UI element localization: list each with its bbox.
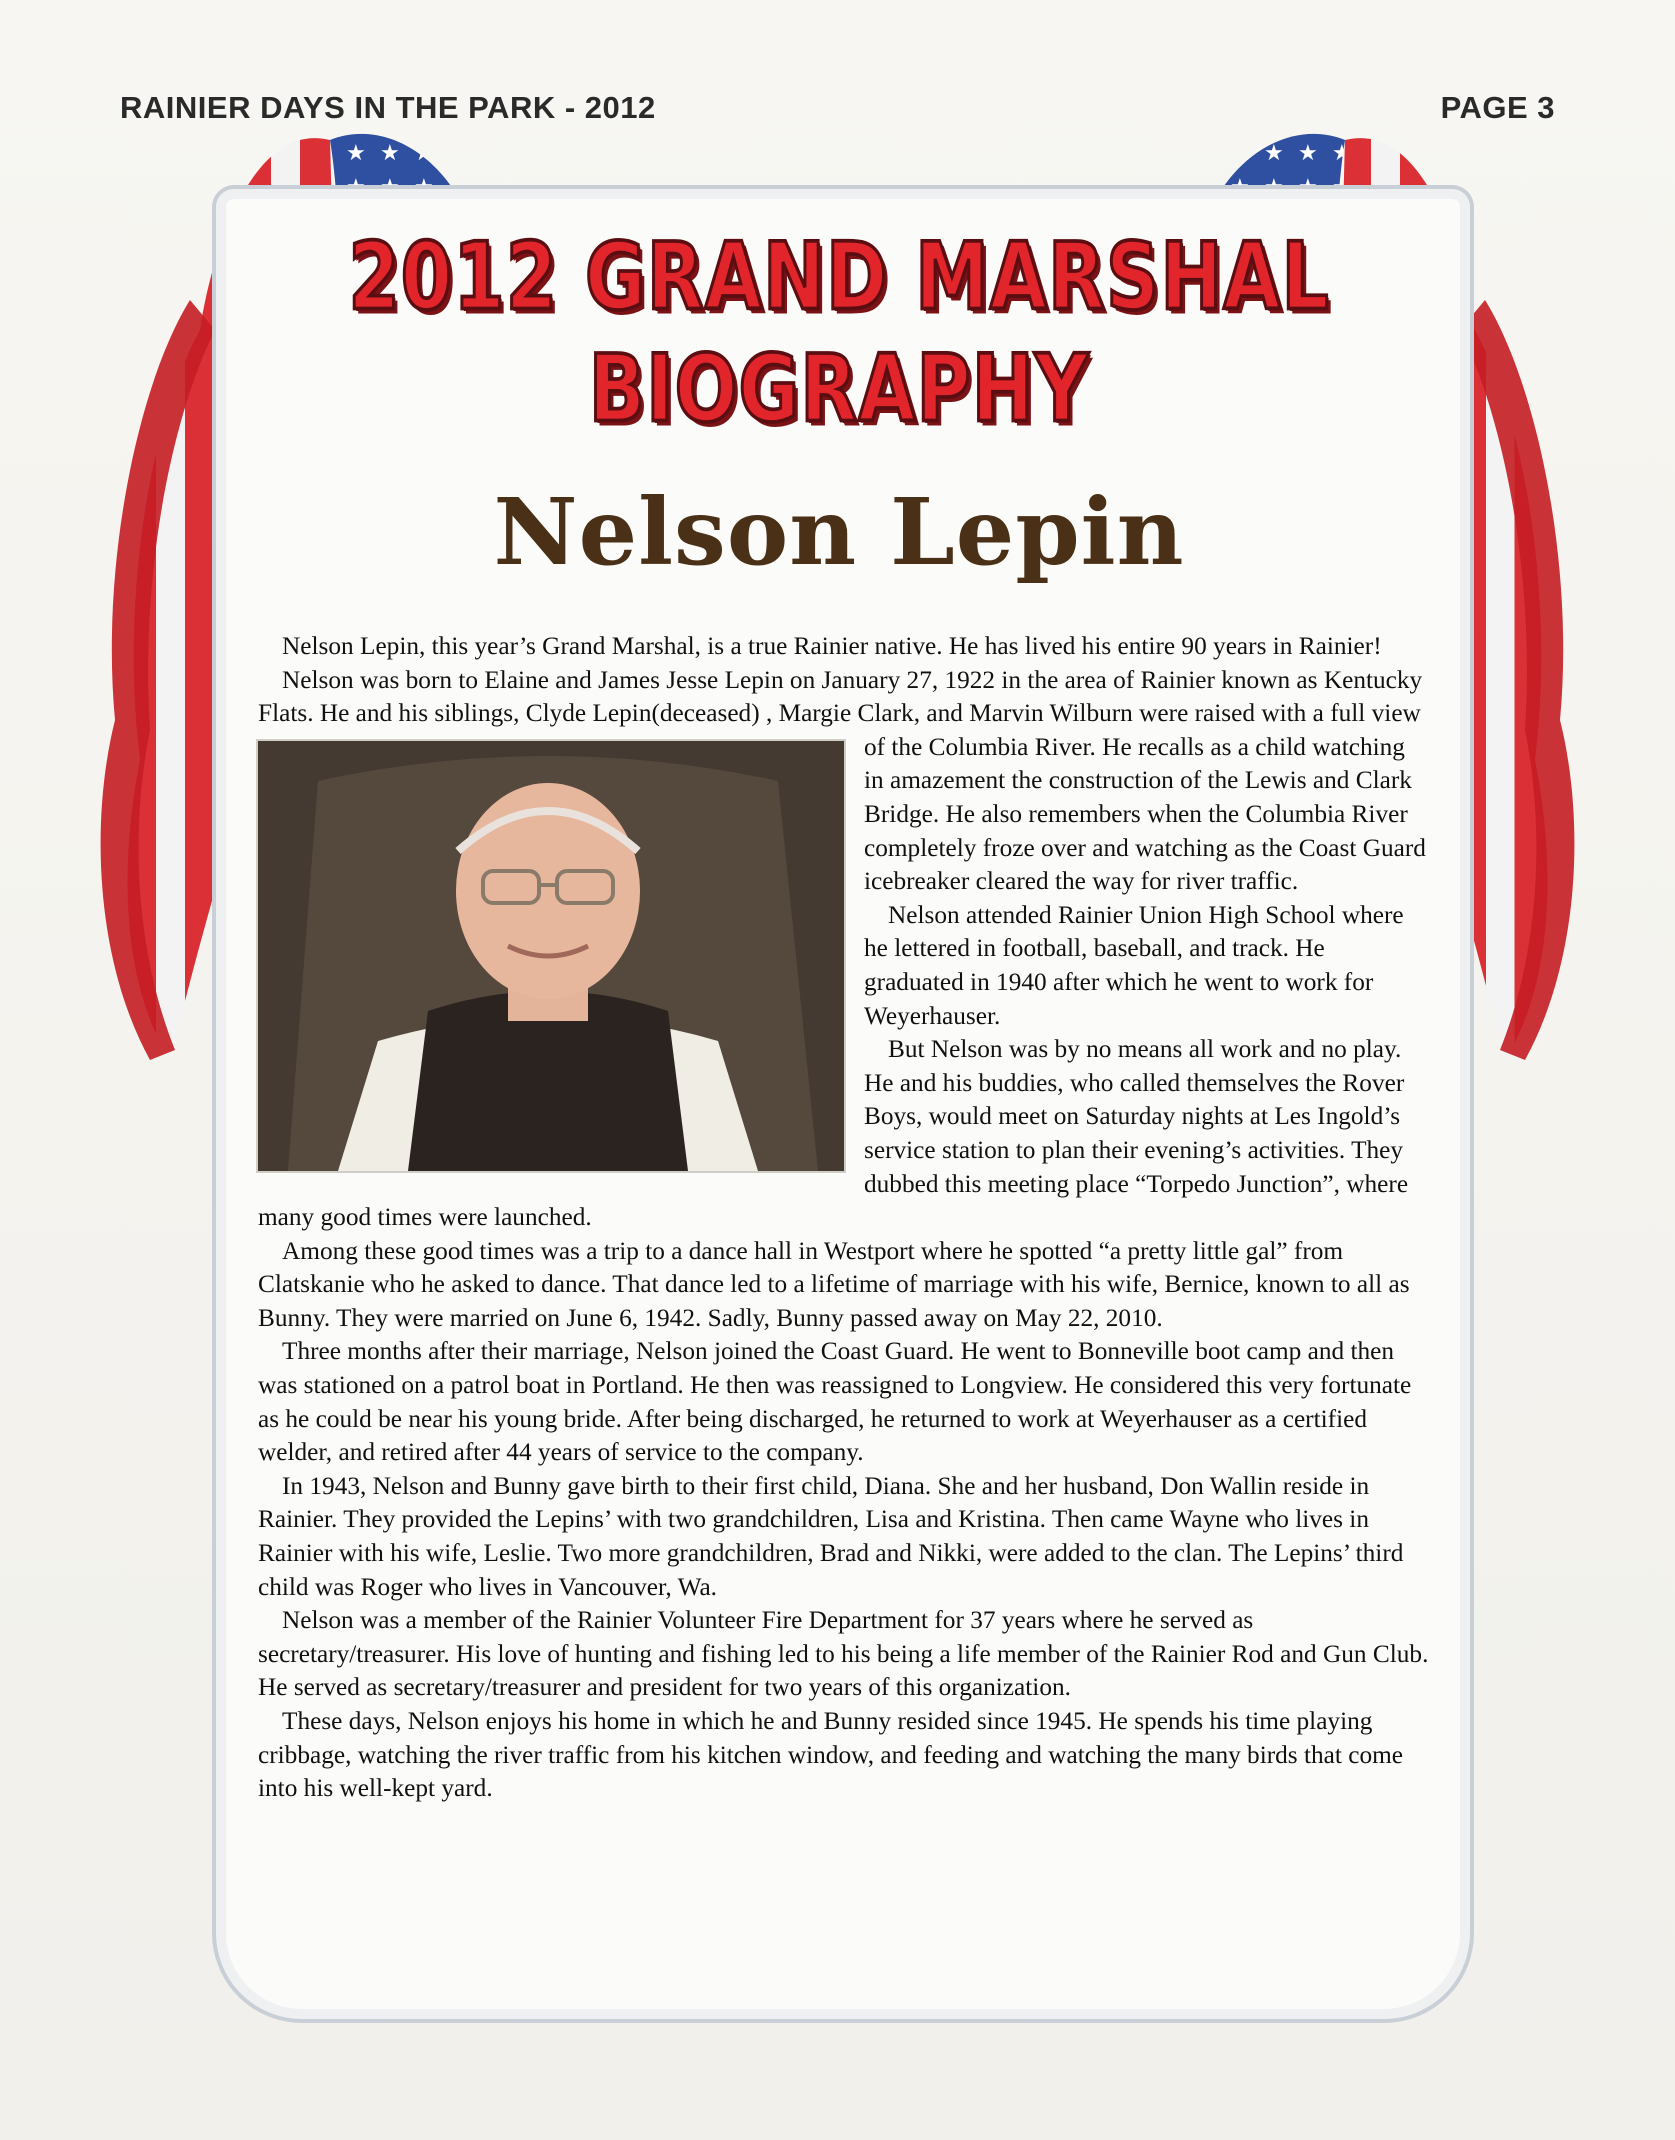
paragraph-1: Nelson Lepin, this year’s Grand Marshal, is a true Rainier native. He has lived his entire 90 years in Rainier!	[282, 632, 1382, 660]
biography-text	[258, 630, 1430, 1806]
honoree-name: Nelson Lepin	[493, 478, 1185, 586]
headline-line-1: 2012 GRAND MARSHAL	[348, 223, 1330, 331]
portrait-photo	[258, 741, 844, 1171]
publication-header: RAINIER DAYS IN THE PARK - 2012	[120, 90, 656, 125]
paragraph-9: These days, Nelson enjoys his home in which he and Bunny resided since 1945. He spends his time playing cribbage, watching the river traffic from his kitchen window, and feeding and watching the many birds that come into his well-kept yard.	[258, 1707, 1404, 1803]
paragraph-4: But Nelson was by no means all work and no play. He and his buddies, who called themselves the Rover Boys, would meet on Saturday nights at Les Ingold’s service station to plan their evening’s activities. They dubbed this meeting place “Torpedo Junction”, where many good times were launched.	[258, 1035, 1409, 1232]
paragraph-6: Three months after their marriage, Nelson joined the Coast Guard. He went to Bonneville boot camp and then was stationed on a patrol boat in Portland. He then was reassigned to Longview. He considered this very fortunate as he could be near his young bride. After being discharged, he returned to work at Weyerhauser as a certified welder, and retired after 44 years of service to the company.	[258, 1337, 1412, 1467]
paragraph-7: In 1943, Nelson and Bunny gave birth to their first child, Diana. She and her husband, Don Wallin reside in Rainier. They provided the Lepins’ with two grandchildren, Lisa and Kristina. Then came Wayne who lives in Rainier with his wife, Leslie. Two more grandchildren, Brad and Nikki, were added to the clan. The Lepins’ third child was Roger who lives in Vancouver, Wa.	[258, 1471, 1404, 1601]
page-number: PAGE 3	[1440, 90, 1555, 125]
paragraph-5: Among these good times was a trip to a dance hall in Westport where he spotted “a pretty little gal” from Clatskanie who he asked to dance. That dance led to a lifetime of marriage with his wife, Bernice, known to all as Bunny. They were married on June 6, 1942. Sadly, Bunny passed away on May 22, 2010.	[258, 1236, 1410, 1332]
paragraph-2: Nelson was born to Elaine and James Jesse Lepin on January 27, 1922 in the area of Rainier known as Kentucky Flats. He and his siblings, Clyde Lepin(deceased) , Margie Clark, and Marvin Wilburn were raised with a full view of the Columbia River. He recalls as a child watching in amazement the construction of the Lewis and Clark Bridge. He also remembers when the Columbia River completely froze over and watching as the Coast Guard icebreaker cleared the way for river traffic.	[258, 664, 1430, 899]
paragraph-8: Nelson was a member of the Rainier Volunteer Fire Department for 37 years where he served as secretary/treasurer. His love of hunting and fishing led to his being a life member of the Rainier Rod and Gun Club. He served as secretary/treasurer and president for two years of this organization.	[258, 1606, 1429, 1702]
headline-line-2: BIOGRAPHY	[588, 335, 1090, 443]
paragraph-3: Nelson attended Rainier Union High School where he lettered in football, baseball, and track. He graduated in 1940 after which he went to work for Weyerhauser.	[864, 900, 1404, 1030]
